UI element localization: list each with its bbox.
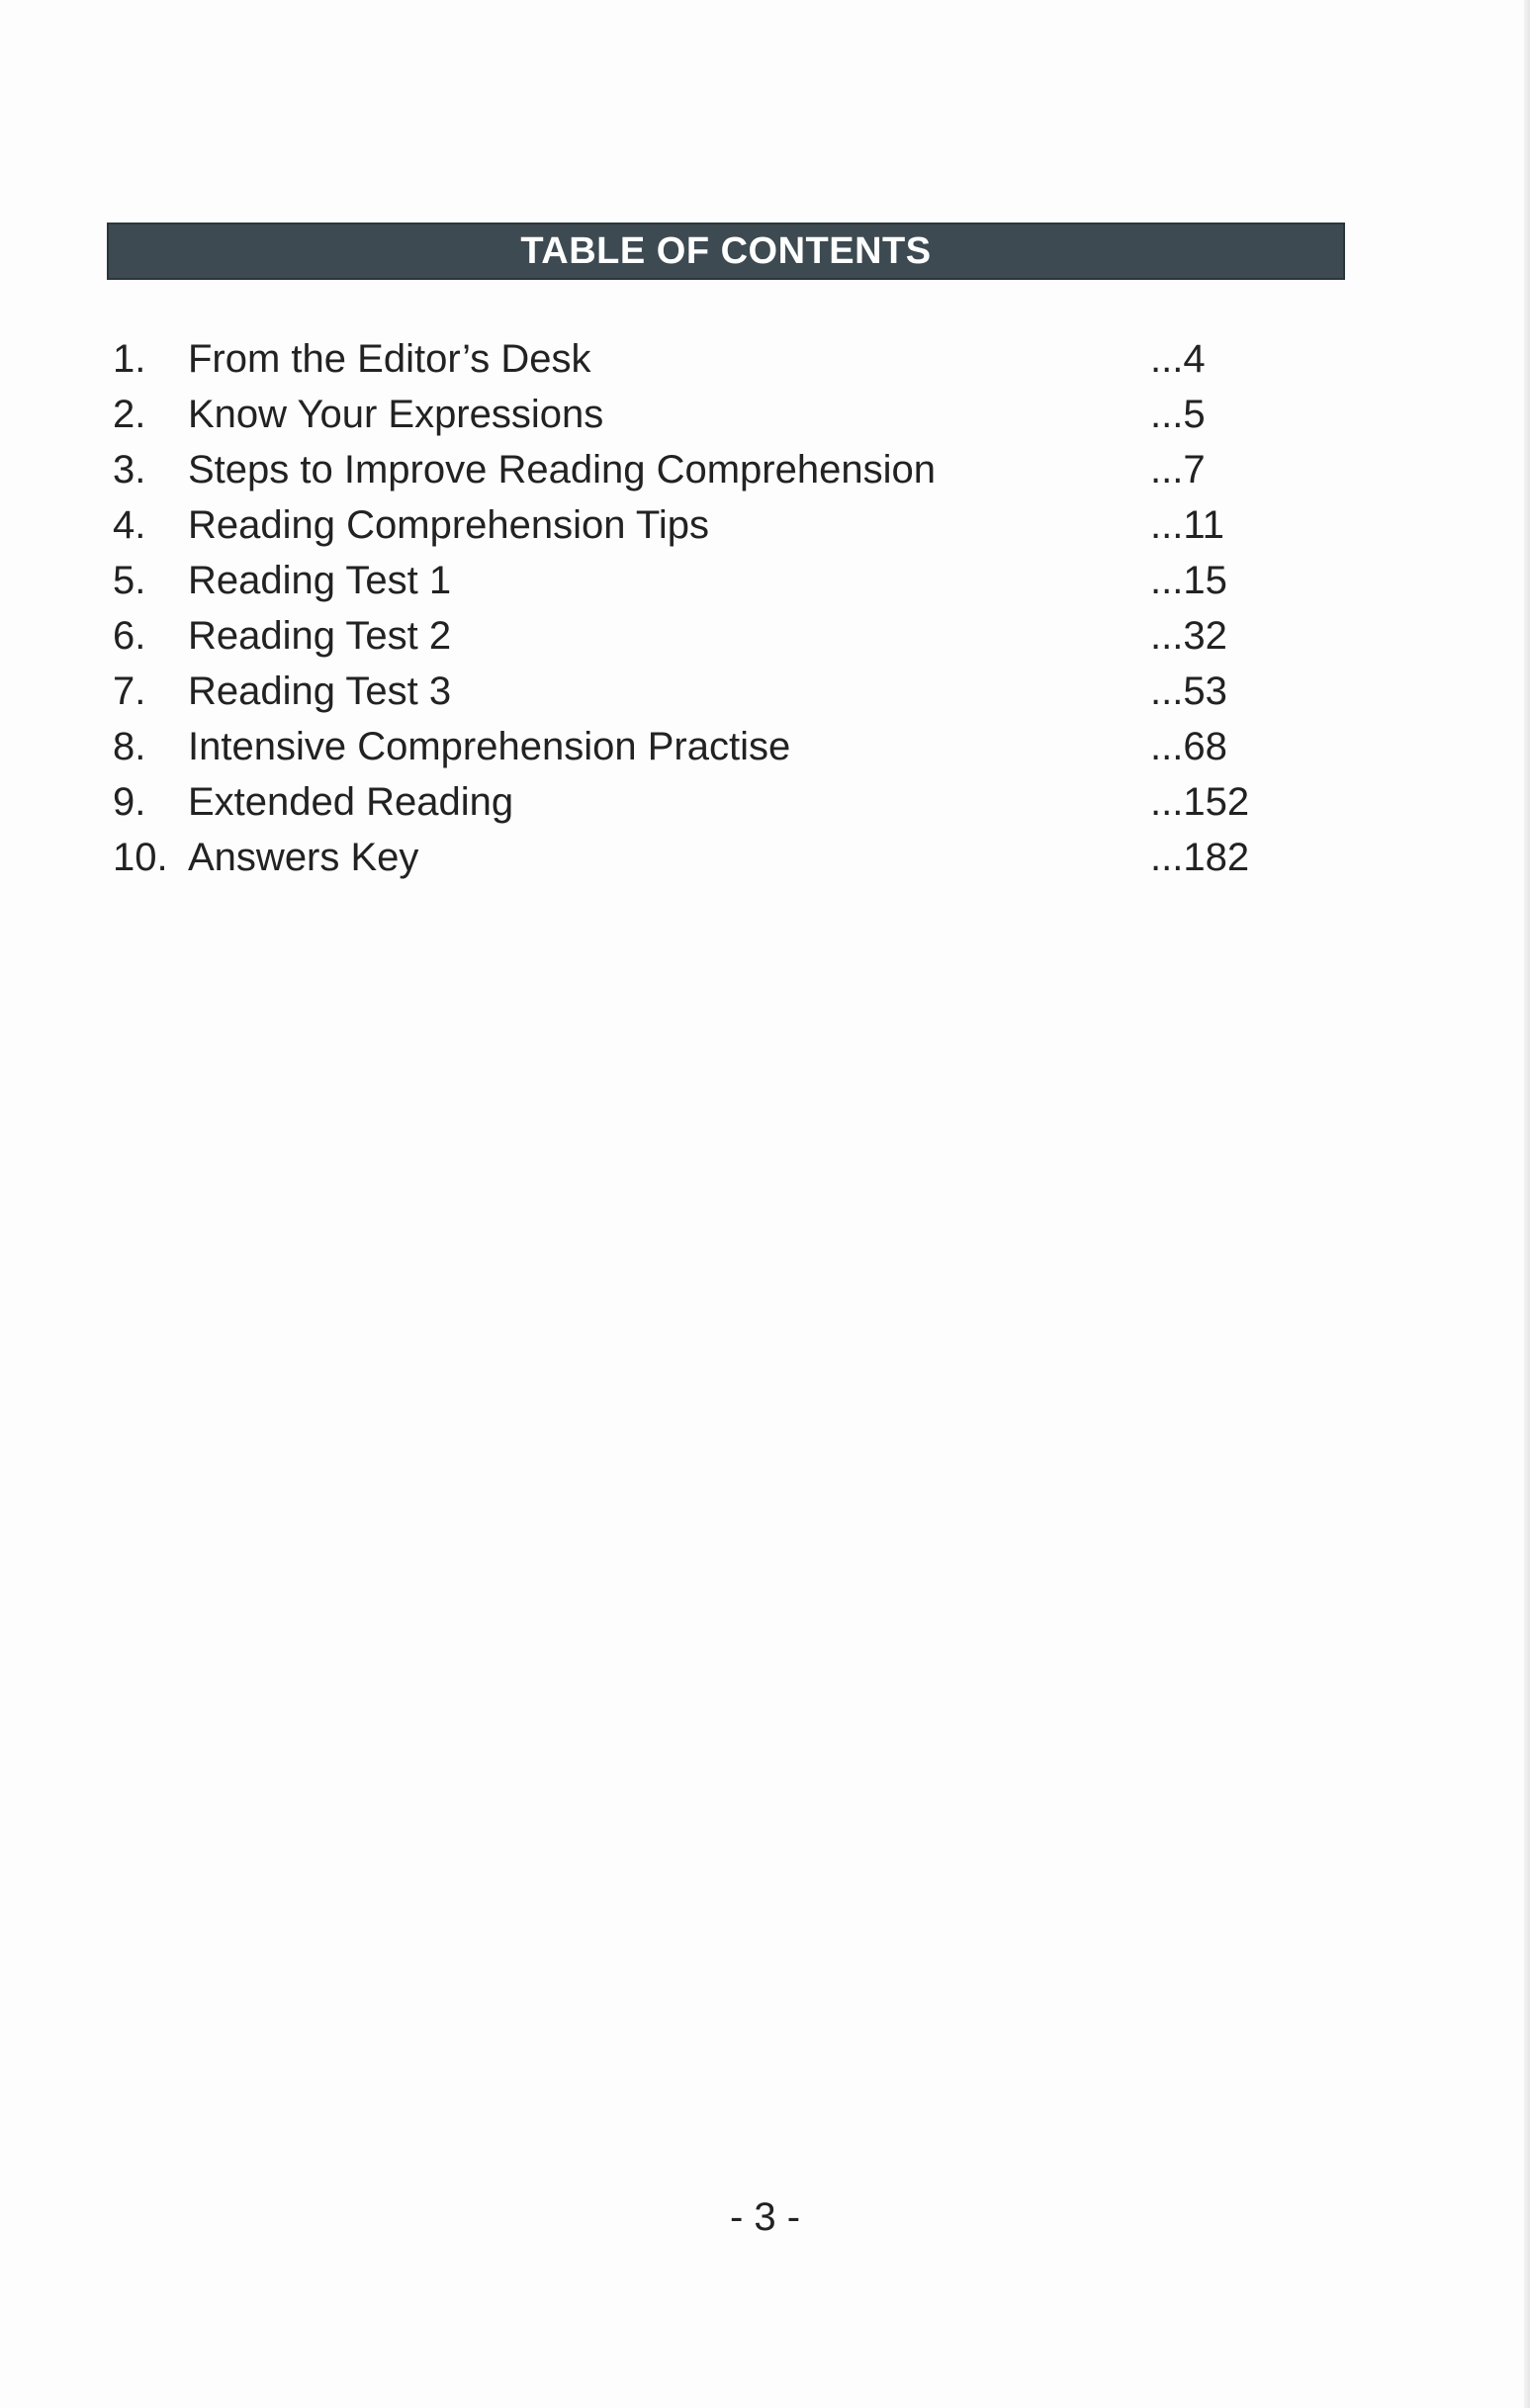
toc-entry-title: Reading Test 3: [188, 669, 452, 713]
toc-entry-number: 3.: [113, 448, 146, 491]
toc-entry-page: ...7: [1150, 448, 1206, 491]
toc-entry-page: ...15: [1150, 559, 1227, 602]
toc-entry-title: From the Editor’s Desk: [188, 337, 591, 381]
toc-entry[interactable]: [107, 387, 1294, 442]
toc-entry-number: 7.: [113, 669, 146, 713]
toc-entry-page: ...152: [1150, 780, 1250, 824]
toc-entry-number: 9.: [113, 780, 146, 824]
toc-entry[interactable]: [107, 331, 1294, 387]
toc-entry-number: 4.: [113, 503, 146, 547]
toc-entry-title: Reading Test 2: [188, 614, 452, 658]
toc-entry-title: Reading Test 1: [188, 559, 452, 602]
toc-entry[interactable]: [107, 774, 1294, 830]
toc-entry-number: 10.: [113, 836, 168, 879]
page-title: TABLE OF CONTENTS: [520, 229, 932, 272]
toc-list: [107, 331, 1294, 885]
toc-entry-page: ...53: [1150, 669, 1227, 713]
toc-entry-number: 1.: [113, 337, 146, 381]
toc-header-bar: [107, 223, 1345, 280]
toc-entry-title: Answers Key: [188, 836, 419, 879]
toc-entry-title: Reading Comprehension Tips: [188, 503, 709, 547]
toc-entry-number: 5.: [113, 559, 146, 602]
toc-entry-page: ...11: [1150, 503, 1224, 547]
toc-entry-number: 8.: [113, 725, 146, 768]
toc-entry-title: Intensive Comprehension Practise: [188, 725, 791, 768]
toc-entry-title: Know Your Expressions: [188, 393, 604, 436]
toc-entry[interactable]: [107, 497, 1294, 553]
toc-entry-page: ...5: [1150, 393, 1206, 436]
toc-entry[interactable]: [107, 608, 1294, 664]
toc-entry-title: Extended Reading: [188, 780, 514, 824]
page-edge-shadow: [1524, 0, 1530, 2408]
toc-entry-number: 2.: [113, 393, 146, 436]
page-number: - 3 -: [729, 2195, 801, 2239]
toc-entry[interactable]: [107, 442, 1294, 497]
toc-entry[interactable]: [107, 719, 1294, 774]
toc-entry-page: ...32: [1150, 614, 1227, 658]
toc-entry[interactable]: [107, 553, 1294, 608]
toc-entry-page: ...182: [1150, 836, 1250, 879]
toc-entry-title: Steps to Improve Reading Comprehension: [188, 448, 936, 491]
toc-entry-page: ...4: [1150, 337, 1206, 381]
toc-entry-number: 6.: [113, 614, 146, 658]
toc-entry-page: ...68: [1150, 725, 1227, 768]
toc-entry[interactable]: [107, 664, 1294, 719]
toc-entry[interactable]: [107, 830, 1294, 885]
